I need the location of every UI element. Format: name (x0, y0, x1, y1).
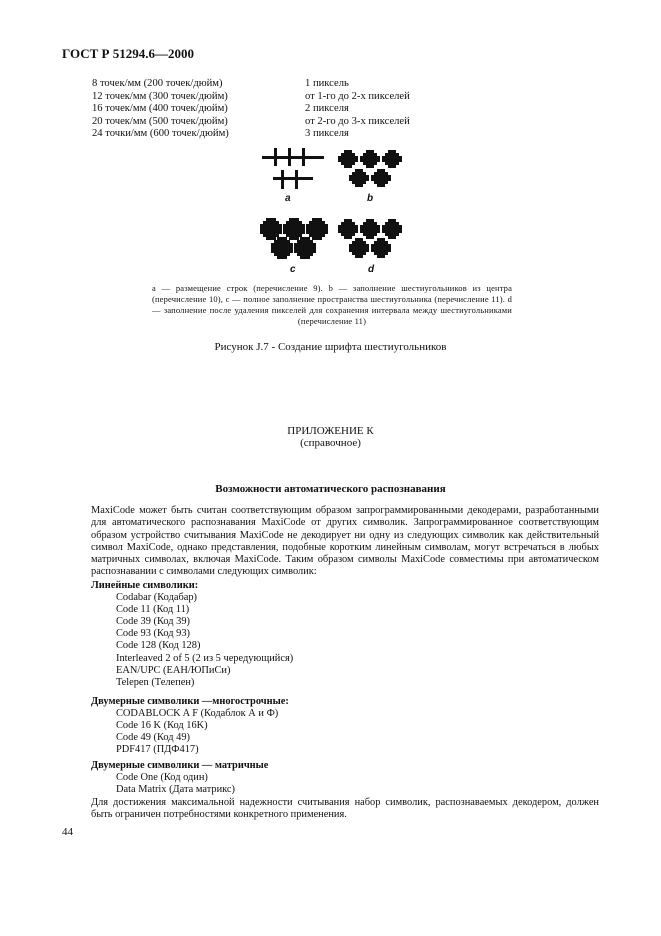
figure-title: Рисунок J.7 - Создание шрифта шестиугольников (214, 341, 447, 353)
pixel-cell: от 1-го до 2-х пикселей (305, 90, 410, 102)
figure-d-spaced-fill (335, 217, 405, 261)
section-title: Возможности автоматического распознавания (215, 483, 446, 495)
table-row (92, 103, 410, 116)
list-item: Code 11 (Код 11) (116, 604, 190, 616)
list-heading: Двумерные символики —многострочные: (91, 696, 289, 707)
figure-b-label: b (367, 193, 374, 204)
figure-a-line-placement (262, 146, 324, 192)
figure-c-label: c (290, 264, 296, 275)
list-item: Code One (Код один) (116, 772, 208, 784)
list-item: Code 16 K (Код 16K) (116, 720, 208, 732)
document-header: ГОСТ Р 51294.6—2000 (62, 46, 194, 61)
resolution-cell: 16 точек/мм (400 точек/дюйм) (92, 103, 228, 115)
list-heading: Двумерные символики — матричные (91, 760, 269, 771)
table-row (92, 128, 410, 141)
list-item: Interleaved 2 of 5 (2 из 5 чередующийся) (116, 652, 294, 664)
appendix-subtitle: (справочное) (300, 437, 361, 449)
list-item: Code 39 (Код 39) (116, 616, 191, 628)
pixel-cell: 2 пикселя (305, 103, 349, 115)
list-item: Code 128 (Код 128) (116, 640, 201, 652)
final-paragraph: Для достижения максимальной надежности считывания набор символик, распознаваемых декодером, должен быть ограничен потребностями конкретного применения. (91, 797, 599, 821)
page-number: 44 (62, 826, 73, 838)
resolution-cell: 8 точек/мм (200 точек/дюйм) (92, 78, 223, 89)
figure-c-full-fill (258, 217, 330, 261)
list-item: CODABLOCK A F (Кодаблок А и Ф) (116, 708, 279, 720)
pixel-cell: 3 пикселя (305, 128, 349, 140)
appendix-heading (0, 425, 661, 449)
pixel-cell: от 2-го до 3-х пикселей (305, 115, 410, 127)
list-item: Codabar (Кодабар) (116, 592, 198, 604)
pixel-cell: 1 пиксель (305, 78, 349, 89)
intro-paragraph: MaxiCode может быть считан соответствующим образом запрограммированными декодерами, разработанными для автоматического распознавания MaxiCode от других символик. Запрограммированное соответствующим образом устройство считывания MaxiCode не декодирует ни одну из следующих символик как действительный символ MaxiCode, однако представления, подобные коротким линейным символам, могут встречаться в любых матричных символах, включая MaxiCode. Таким образом символы MaxiCode совместимы при автоматическом распознавании с символами следующих символик: (91, 505, 599, 578)
figure-d-label: d (368, 264, 375, 275)
matrix-symbologies-list (91, 760, 268, 796)
multirow-symbologies-list (91, 696, 289, 756)
list-heading: Линейные символики: (91, 580, 199, 591)
resolution-cell: 12 точек/мм (300 точек/дюйм) (92, 90, 228, 102)
list-item: PDF417 (ПДФ417) (116, 744, 199, 756)
resolution-cell: 24 точки/мм (600 точек/дюйм) (92, 128, 229, 140)
figure-a-label: a (285, 193, 291, 204)
list-item: EAN/UPC (EAH/ЮПиСи) (116, 664, 231, 676)
linear-symbologies-list (91, 580, 293, 689)
figure-caption: a — размещение строк (перечисление 9). b — заполнение шестиугольников из центра (перечисление 10), c — полное заполнение пространства шестиугольника (перечисление 11). d — заполнение после удаления пикселей для сохранения интервала между шестиугольниками (перечисление 11) (152, 283, 512, 326)
table-row (92, 116, 410, 129)
list-item: Code 49 (Код 49) (116, 732, 191, 744)
list-item: Code 93 (Код 93) (116, 628, 191, 640)
table-row (92, 91, 410, 104)
resolution-table (92, 78, 410, 141)
resolution-cell: 20 точек/мм (500 точек/дюйм) (92, 115, 228, 127)
figure-b-center-fill (335, 148, 405, 190)
list-item: Telepen (Телепен) (116, 676, 195, 688)
list-item: Data Matrix (Дата матрикс) (116, 784, 235, 796)
appendix-title: ПРИЛОЖЕНИЕ К (287, 425, 374, 437)
table-row (92, 78, 410, 91)
